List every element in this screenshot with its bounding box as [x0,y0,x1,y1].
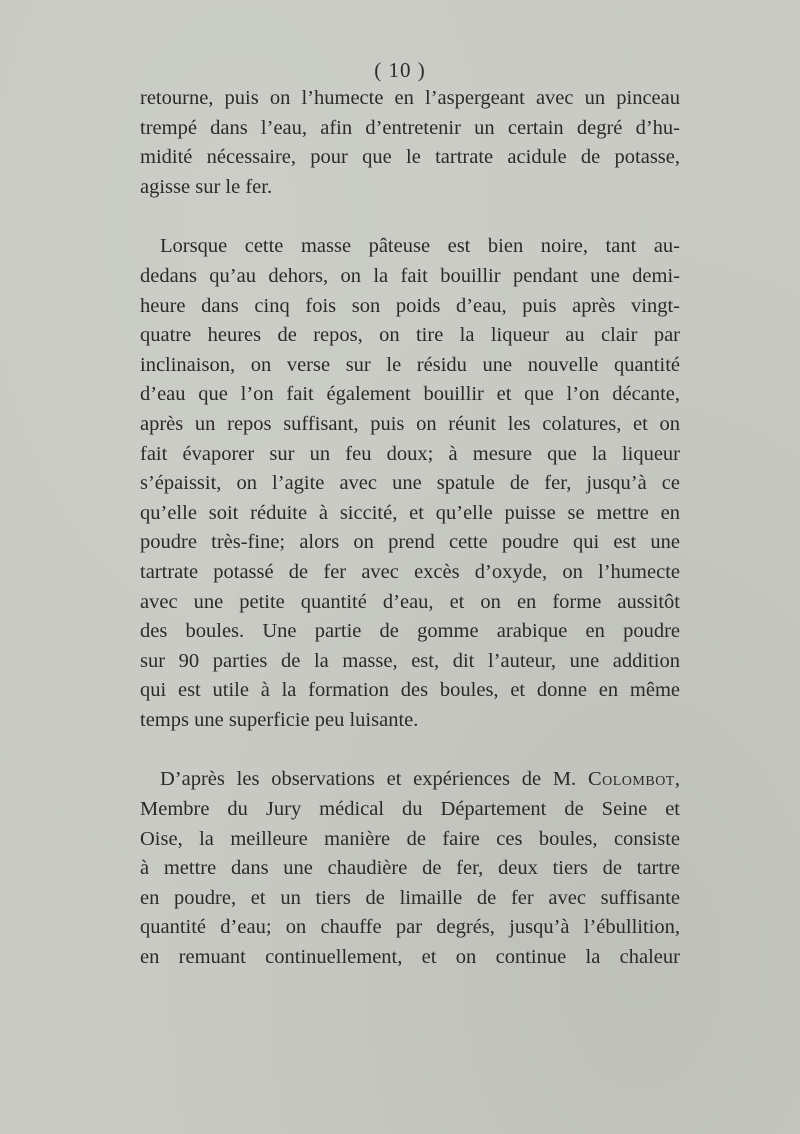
author-name: Colombot [587,768,675,791]
text-line: d’eau que l’on fait également bouillir et que l’on décante, [140,383,680,406]
text-line: inclinaison, on verse sur le résidu une nouvelle quantité [140,353,680,376]
text-segment: D’après les observations et expériences de M. [160,768,588,791]
text-line: tartrate potassé de fer avec excès d’oxyde, on l’humecte [140,560,680,583]
text-line: après un repos suffisant, puis on réunit les colatures, et on [140,412,680,435]
body-text [140,84,680,973]
text-line: avec une petite quantité d’eau, et on en forme aussitôt [140,590,680,613]
text-line: en remuant continuellement, et on continue la chaleur [140,946,680,969]
text-line: dedans qu’au dehors, on la fait bouillir pendant une demi- [140,264,680,287]
paragraph-3 [140,765,680,972]
text-line: quatre heures de repos, on tire la liqueur au clair par [140,324,680,347]
text-line: à mettre dans une chaudière de fer, deux tiers de tartre [140,857,680,880]
paragraph-spacer [140,202,680,232]
text-line: quantité d’eau; on chauffe par degrés, jusqu’à l’ébullition, [140,916,680,939]
text-line: en poudre, et un tiers de limaille de fer avec suffisante [140,886,680,909]
paragraph-spacer [140,735,680,765]
text-line: temps une superficie peu luisante. [140,708,419,731]
text-line: qui est utile à la formation des boules, et donne en même [140,679,680,702]
text-line: heure dans cinq fois son poids d’eau, puis après vingt- [140,294,680,317]
text-line: retourne, puis on l’humecte en l’aspergeant avec un pinceau [140,87,680,109]
text-line: Membre du Jury médical du Département de Seine et [140,798,680,821]
text-line: Oise, la meilleure manière de faire ces boules, consiste [140,827,680,850]
text-line: Lorsque cette masse pâteuse est bien noire, tant au- [160,235,680,258]
paragraph-1 [140,84,680,202]
text-line: sur 90 parties de la masse, est, dit l’auteur, une addition [140,649,680,672]
text-segment: , [674,768,680,791]
text-line: des boules. Une partie de gomme arabique en poudre [140,620,680,643]
text-line: fait évaporer sur un feu doux; à mesure que la liqueur [140,442,680,465]
text-line [140,765,680,795]
text-line: midité nécessaire, pour que le tartrate acidule de potasse, [140,146,680,169]
text-line: agisse sur le fer. [140,175,273,198]
text-line: s’épaissit, on l’agite avec une spatule de fer, jusqu’à ce [140,472,680,495]
paragraph-2 [140,232,680,735]
text-line: trempé dans l’eau, afin d’entretenir un certain degré d’hu- [140,116,680,139]
text-line: poudre très-fine; alors on prend cette poudre qui est une [140,531,680,554]
text-line: qu’elle soit réduite à siccité, et qu’elle puisse se mettre en [140,501,680,524]
page-number: ( 10 ) [374,58,426,82]
